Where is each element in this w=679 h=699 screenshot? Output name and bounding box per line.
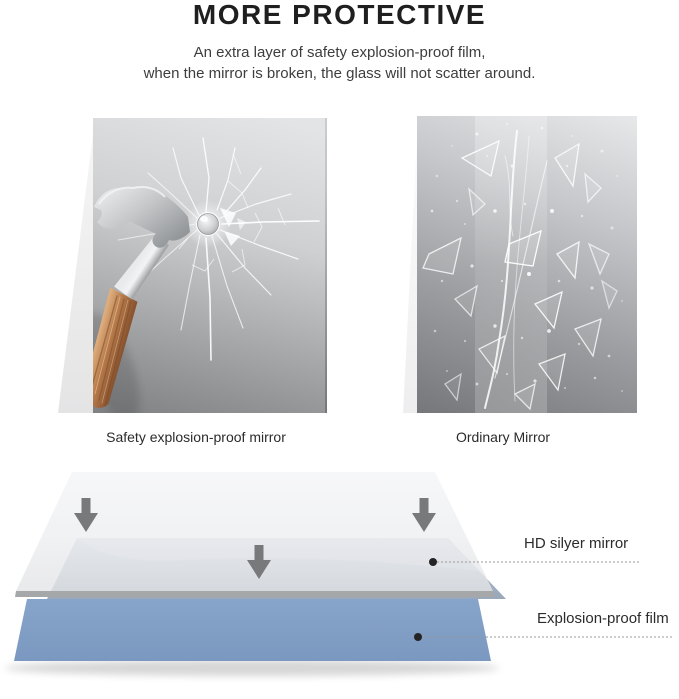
left-panel-caption: Safety explosion-proof mirror: [106, 429, 286, 445]
hammer-head: [94, 187, 190, 248]
ordinary-mirror-image: [417, 116, 637, 413]
right-panel-caption: Ordinary Mirror: [455, 429, 551, 445]
label-hd-silver-mirror: HD silyer mirror: [524, 535, 629, 552]
glass-layer-shape: [16, 472, 493, 591]
subtitle-line-2: when the mirror is broken, the glass will not scatter around.: [143, 65, 536, 83]
label-explosion-proof-film: Explosion-proof film: [537, 610, 669, 627]
hammer-icon: [93, 187, 219, 408]
safety-mirror-image: [93, 118, 327, 413]
hammer-face-highlight: [200, 216, 208, 222]
subtitle-line-1: An extra layer of safety explosion-proof film,: [193, 44, 486, 62]
layer-diagram: [0, 460, 679, 699]
hammer-face: [198, 214, 219, 235]
mirror-leader-dot: [429, 558, 437, 566]
film-layer-shape: [14, 599, 491, 661]
glass-layer-edge: [15, 591, 494, 597]
left-panel-backdrop: [58, 118, 95, 413]
film-shadow: [4, 660, 500, 676]
cracked-glass-graphic: [93, 118, 325, 413]
shattered-glass-graphic: [417, 116, 637, 413]
page-title: MORE PROTECTIVE: [192, 0, 487, 30]
right-panel-backdrop: [403, 116, 418, 413]
film-leader-dot: [414, 633, 422, 641]
